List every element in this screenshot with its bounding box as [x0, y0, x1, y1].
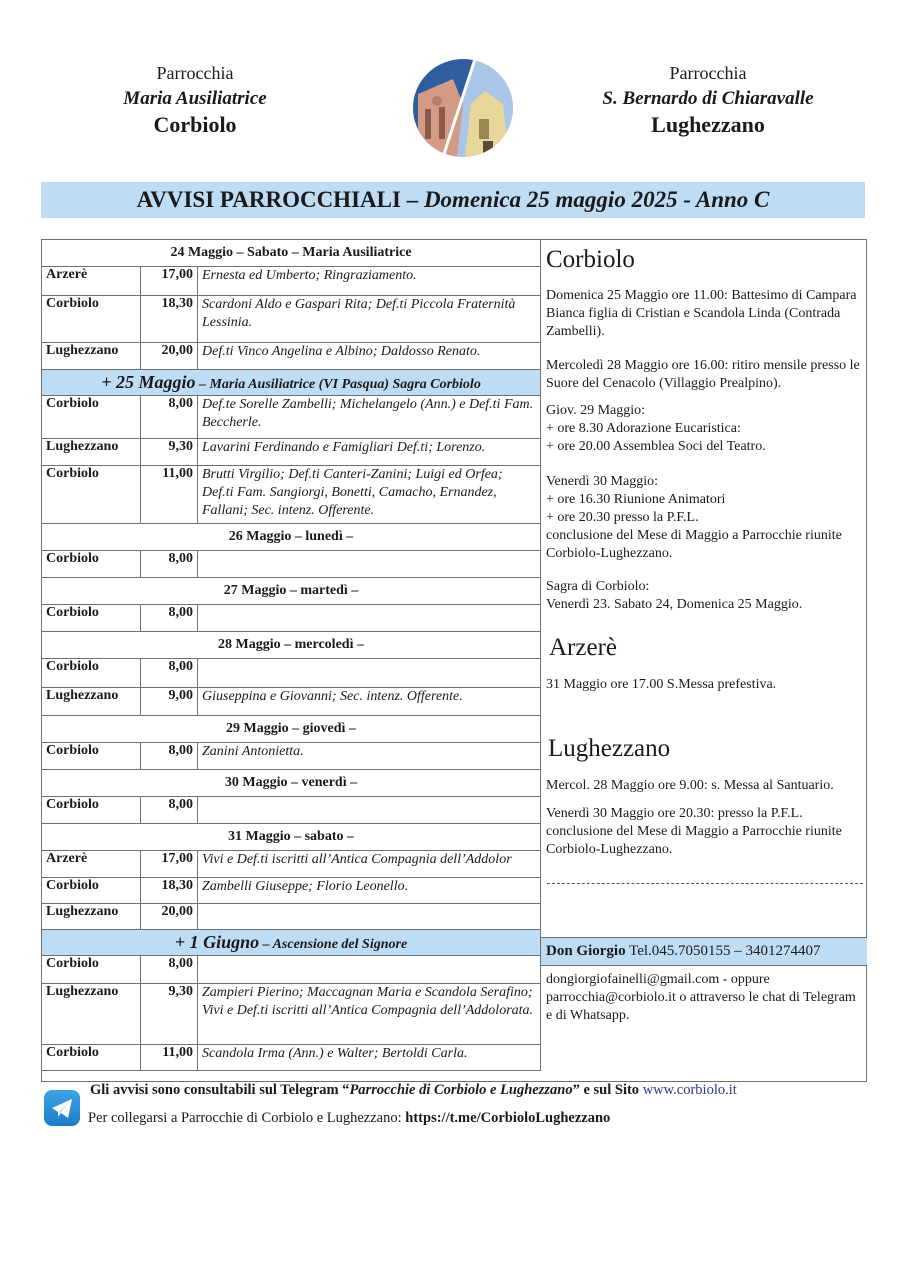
table-row	[42, 797, 541, 824]
notice-line: conclusione del Mese di Maggio a Parrocchie riunite Corbiolo-Lughezzano.	[546, 528, 842, 561]
mass-time: 18,30	[141, 878, 198, 904]
churches-logo-image	[413, 59, 513, 157]
parish-label: Parrocchia	[669, 63, 747, 83]
location: Arzerè	[42, 267, 141, 296]
intention: Ernesta ed Umberto; Ringraziamento.	[198, 267, 541, 296]
location: Lughezzano	[42, 439, 141, 466]
parish-place: Corbiolo	[153, 112, 237, 137]
location: Corbiolo	[42, 605, 141, 632]
mass-time: 9,00	[141, 688, 198, 716]
intention	[198, 659, 541, 688]
notice-line: Giov. 29 Maggio:	[546, 403, 646, 418]
page-title	[41, 182, 865, 218]
mass-time: 17,00	[141, 851, 198, 878]
footer-text: Per collegarsi a Parrocchie di Corbiolo e Lughezzano:	[88, 1110, 406, 1126]
table-row	[42, 688, 541, 716]
intention: Giuseppina e Giovanni; Sec. intenz. Offerente.	[198, 688, 541, 716]
notice-paragraph	[546, 402, 864, 456]
intention	[198, 904, 541, 930]
notice-paragraph: Mercol. 28 Maggio ore 9.00: s. Messa al Santuario.	[546, 778, 834, 793]
mass-time: 17,00	[141, 267, 198, 296]
day-heading: 31 Maggio – sabato –	[42, 824, 541, 851]
mass-time: 11,00	[141, 466, 198, 524]
table-row	[42, 551, 541, 578]
location: Corbiolo	[42, 466, 141, 524]
day-heading: 30 Maggio – venerdì –	[42, 770, 541, 797]
parish-left-header	[65, 60, 325, 138]
feast-name: – Maria Ausiliatrice (VI Pasqua) Sagra Corbiolo	[195, 377, 481, 392]
location: Corbiolo	[42, 296, 141, 343]
mass-time: 8,00	[141, 396, 198, 439]
table-row	[42, 267, 541, 296]
location: Corbiolo	[42, 743, 141, 770]
table-row	[42, 984, 541, 1045]
mass-time: 8,00	[141, 743, 198, 770]
intention: Scandola Irma (Ann.) e Walter; Bertoldi Carla.	[198, 1045, 541, 1071]
day-header	[42, 524, 541, 551]
intention: Def.te Sorelle Zambelli; Michelangelo (Ann.) e Def.ti Fam. Beccherle.	[198, 396, 541, 439]
location: Corbiolo	[42, 551, 141, 578]
location: Lughezzano	[42, 984, 141, 1045]
notice-line: + ore 20.30 presso la P.F.L.	[546, 510, 699, 525]
notice-paragraph	[546, 473, 864, 563]
feast-date: + 25 Maggio	[101, 372, 196, 392]
footer-telegram	[88, 1110, 610, 1127]
day-heading: 26 Maggio – lunedì –	[42, 524, 541, 551]
mass-time: 8,00	[141, 797, 198, 824]
notice-line: Venerdì 23. Sabato 24, Domenica 25 Maggio.	[546, 597, 803, 612]
notice-line: + ore 20.00 Assemblea Soci del Teatro.	[546, 439, 766, 454]
intention	[198, 605, 541, 632]
location: Lughezzano	[42, 688, 141, 716]
contact-header	[541, 937, 867, 966]
telegram-link[interactable]: https://t.me/CorbioloLughezzano	[405, 1110, 611, 1126]
table-row	[42, 659, 541, 688]
notice-line: Sagra di Corbiolo:	[546, 579, 650, 594]
notice-paragraph: Mercoledì 28 Maggio ore 16.00: ritiro mensile presso le Suore del Cenacolo (Villaggio Prealpino).	[546, 358, 860, 391]
day-heading: 27 Maggio – martedì –	[42, 578, 541, 605]
table-row	[42, 605, 541, 632]
day-heading: 24 Maggio – Sabato – Maria Ausiliatrice	[42, 240, 541, 267]
day-heading: 29 Maggio – giovedì –	[42, 716, 541, 743]
feast-header	[42, 370, 541, 396]
day-header	[42, 240, 541, 267]
contact-name: Don Giorgio	[546, 943, 626, 959]
notice-line: + ore 8.30 Adorazione Eucaristica:	[546, 421, 741, 436]
section-title-corbiolo: Corbiolo	[546, 246, 635, 273]
day-header	[42, 716, 541, 743]
table-row	[42, 1045, 541, 1071]
location: Corbiolo	[42, 659, 141, 688]
intention: Def.ti Vinco Angelina e Albino; Daldosso Renato.	[198, 343, 541, 370]
notice-paragraph: Domenica 25 Maggio ore 11.00: Battesimo di Campara Bianca figlia di Cristian e Scandola Linda (Contrada Zambelli).	[546, 288, 857, 339]
intention: Zanini Antonietta.	[198, 743, 541, 770]
table-row	[42, 466, 541, 524]
intention	[198, 551, 541, 578]
intention	[198, 797, 541, 824]
table-row	[42, 878, 541, 904]
mass-time: 9,30	[141, 439, 198, 466]
mass-time: 20,00	[141, 343, 198, 370]
website-link[interactable]: www.corbiolo.it	[642, 1082, 737, 1098]
location: Corbiolo	[42, 1045, 141, 1071]
intention: Brutti Virgilio; Def.ti Canteri-Zanini; Luigi ed Orfea; Def.ti Fam. Sangiorgi, Bonetti, Camacho, Ernandez, Fallani; Sec. intenz. Offerente.	[198, 466, 541, 524]
parish-place: Lughezzano	[651, 112, 765, 137]
intention: Lavarini Ferdinando e Famigliari Def.ti; Lorenzo.	[198, 439, 541, 466]
day-header	[42, 578, 541, 605]
location: Corbiolo	[42, 956, 141, 984]
section-title-lughezzano: Lughezzano	[548, 735, 671, 762]
day-header	[42, 770, 541, 797]
notice-paragraph	[546, 578, 864, 614]
feast-date: + 1 Giugno	[174, 932, 260, 952]
mass-time: 9,30	[141, 984, 198, 1045]
mass-time: 8,00	[141, 956, 198, 984]
section-title-arzere: Arzerè	[549, 634, 617, 661]
table-row	[42, 439, 541, 466]
table-row	[42, 343, 541, 370]
intention: Vivi e Def.ti iscritti all’Antica Compagnia dell’Addolor	[198, 851, 541, 878]
location: Arzerè	[42, 851, 141, 878]
parish-right-header	[578, 60, 838, 138]
feast-header	[42, 930, 541, 956]
table-row	[42, 851, 541, 878]
day-header	[42, 632, 541, 659]
day-header	[42, 824, 541, 851]
footer-text: ” e sul Sito	[572, 1082, 643, 1098]
location: Lughezzano	[42, 343, 141, 370]
contact-phone[interactable]: Tel.045.7050155 – 3401274407	[625, 943, 821, 959]
notice-paragraph: 31 Maggio ore 17.00 S.Messa prefestiva.	[546, 677, 777, 692]
mass-time: 20,00	[141, 904, 198, 930]
parish-name: Maria Ausiliatrice	[123, 88, 267, 109]
location: Lughezzano	[42, 904, 141, 930]
intention: Zambelli Giuseppe; Florio Leonello.	[198, 878, 541, 904]
location: Corbiolo	[42, 396, 141, 439]
mass-time: 8,00	[141, 551, 198, 578]
mass-time: 18,30	[141, 296, 198, 343]
title-date: Domenica 25 maggio 2025 - Anno C	[423, 187, 770, 212]
location: Corbiolo	[42, 797, 141, 824]
telegram-icon[interactable]	[44, 1090, 80, 1126]
title-main: AVVISI PARROCCHIALI –	[136, 187, 424, 212]
mass-schedule-table	[41, 239, 541, 1071]
feast-name: – Ascensione del Signore	[259, 937, 408, 952]
mass-time: 8,00	[141, 605, 198, 632]
notice-paragraph: Venerdì 30 Maggio ore 20.30: presso la P.F.L. conclusione del Mese di Maggio a Parrocchie riunite Corbiolo-Lughezzano.	[546, 806, 842, 857]
footer-text: Gli avvisi sono consultabili sul Telegram “	[90, 1082, 350, 1098]
notice-line: + ore 16.30 Riunione Animatori	[546, 492, 726, 507]
location: Corbiolo	[42, 878, 141, 904]
footer-info	[90, 1082, 737, 1099]
mass-time: 11,00	[141, 1045, 198, 1071]
intention: Scardoni Aldo e Gaspari Rita; Def.ti Piccola Fraternità Lessinia.	[198, 296, 541, 343]
telegram-channel-name: Parrocchie di Corbiolo e Lughezzano	[349, 1082, 573, 1098]
table-row	[42, 743, 541, 770]
table-row	[42, 956, 541, 984]
intention: Zampieri Pierino; Maccagnan Maria e Scandola Serafino; Vivi e Def.ti iscritti all’Antica Compagnia dell’Addolorata.	[198, 984, 541, 1045]
mass-time: 8,00	[141, 659, 198, 688]
table-row	[42, 904, 541, 930]
table-row	[42, 396, 541, 439]
day-heading: 28 Maggio – mercoledì –	[42, 632, 541, 659]
divider	[547, 883, 863, 884]
notice-line: Venerdì 30 Maggio:	[546, 474, 658, 489]
parish-name: S. Bernardo di Chiaravalle	[602, 88, 814, 109]
parish-label: Parrocchia	[156, 63, 234, 83]
table-row	[42, 296, 541, 343]
contact-details: dongiorgiofainelli@gmail.com - oppure parrocchia@corbiolo.it o attraverso le chat di Telegram e di Whatsapp.	[546, 972, 856, 1023]
intention	[198, 956, 541, 984]
